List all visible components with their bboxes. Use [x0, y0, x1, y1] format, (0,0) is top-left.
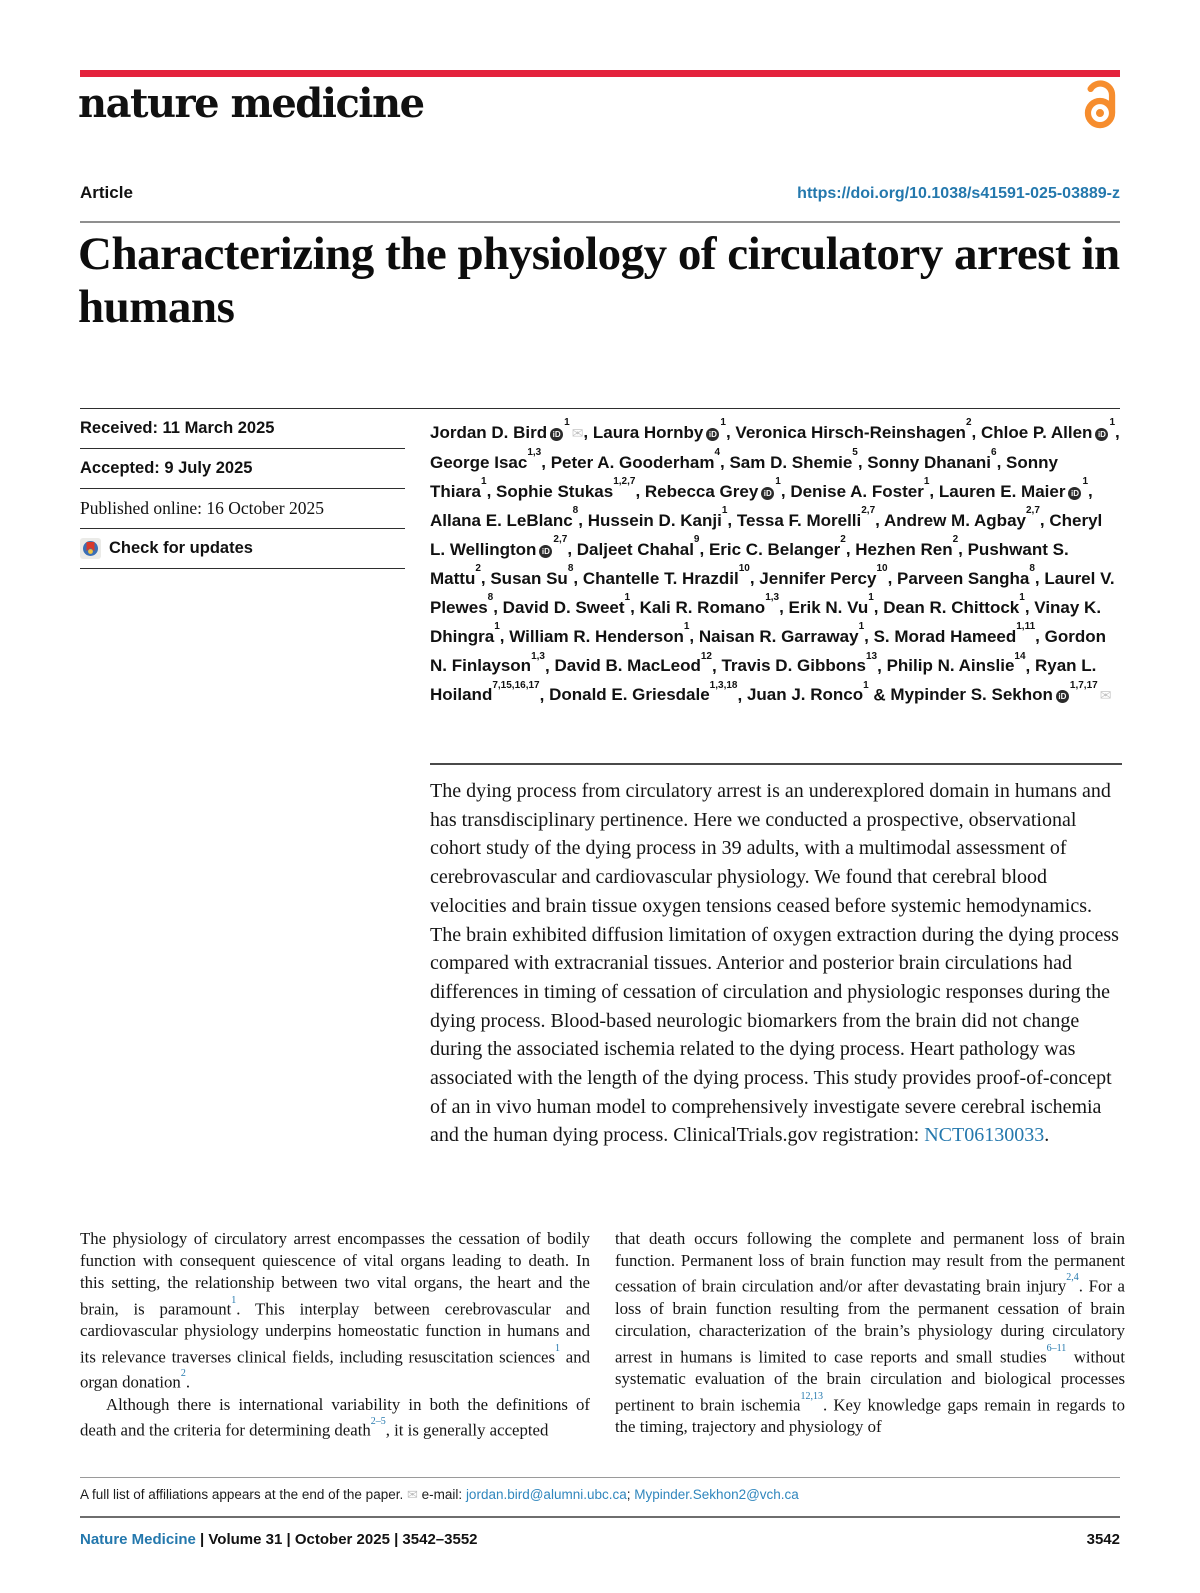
- author: Cheryl L. Wellington iD$^{2,7}$: [430, 510, 1103, 559]
- accepted-date: Accepted: 9 July 2025: [80, 449, 405, 489]
- issue-info: | Volume 31 | October 2025 | 3542–3552: [200, 1531, 478, 1548]
- affiliation-note-line: [80, 1487, 1120, 1503]
- author: Susan Su$^8$: [490, 563, 574, 588]
- author: Kali R. Romano$^{1,3}$: [639, 592, 780, 618]
- author: Daljeet Chahal$^9$: [576, 534, 700, 559]
- body-paragraph: that death occurs following the complete and permanent loss of brain function. Permanent loss of brain function may result from the permanent cessation of brain circulation and/or after devastating brain injury$^{2,4}$. For a loss of brain function resulting from the permanent cessation of brain circulation, characterization of the brain’s physiology during circulatory arrest in humans is limited to case reports and small studies$^{6-11}$ without systematic evaluation of the brain circulation and biological processes pertinent to brain ischemia$^{12,13}$. Key knowledge gaps remain in regards to the timing, trajectory and physiology of: [615, 1229, 1125, 1437]
- author: Jordan D. Bird $iD^1✉$: [430, 417, 584, 442]
- body-column-right: [615, 1228, 1125, 1442]
- envelope-icon[interactable]: ✉: [571, 424, 584, 441]
- check-for-updates-label: Check for updates: [109, 539, 253, 557]
- orcid-icon[interactable]: iD: [761, 487, 774, 500]
- received-date: Received: 11 March 2025: [80, 409, 405, 449]
- reference-superscript[interactable]: 1: [555, 1342, 561, 1354]
- author: Andrew M. Agbay$^{2,7}$: [883, 505, 1040, 530]
- email-link-2[interactable]: Mypinder.Sekhon2@vch.ca: [634, 1487, 799, 1502]
- author: Jennifer Percy$^{10}$: [759, 563, 888, 588]
- journal-citation: [80, 1531, 478, 1548]
- author: George Isac$^{1,3}$: [430, 447, 542, 472]
- orcid-icon[interactable]: iD: [706, 428, 719, 441]
- footer-thick-rule: [80, 1516, 1120, 1518]
- author: Philip N. Ainslie$^{14}$: [886, 650, 1026, 676]
- reference-superscript[interactable]: 2: [180, 1368, 186, 1380]
- author: Tessa F. Morelli$^{2,7}$: [736, 505, 876, 530]
- author: Juan J. Ronco$^1$: [746, 679, 869, 705]
- author: Sonny Dhanani$^6$: [867, 447, 997, 472]
- author: Veronica Hirsch-Reinshagen$^2$: [735, 417, 972, 442]
- registration-link[interactable]: NCT06130033: [924, 1124, 1045, 1147]
- brand-red-bar: [80, 70, 1120, 77]
- author: Pushwant S. Mattu$^2$: [430, 539, 1069, 588]
- author: Sam D. Shemie$^5$: [729, 447, 858, 472]
- email-label: e-mail:: [421, 1487, 463, 1502]
- reference-superscript[interactable]: 12,13: [800, 1390, 823, 1402]
- orcid-icon[interactable]: iD: [539, 545, 552, 558]
- article-header-row: [80, 183, 1120, 203]
- author: Donald E. Griesdale$^{1,3,18}$: [549, 679, 738, 705]
- journal-logo: nature medicine: [78, 80, 424, 127]
- author: Ryan L. Hoiland$^{7,15,16,17}$: [430, 656, 1097, 705]
- body-paragraph: Although there is international variability in both the definitions of death and the criteria for determining death$^{2-5}$, it is generally accepted: [80, 1395, 590, 1440]
- reference-superscript[interactable]: 6–11: [1046, 1342, 1067, 1354]
- author: Rebecca Grey $iD^1$: [644, 476, 781, 501]
- author-list: Jordan D. Bird $iD^1✉$, Laura Hornby $iD^1$, Veronica Hirsch-Reinshagen$^2$, Chloe P. Allen $iD^1$, George Isac$^{1,3}$, Peter A. Gooderham$^4$, Sam D. Shemie$^5$, Sonny Dhanani$^6$, Sonny Thiara$^1$, Sophie Stukas$^{1,2,7}$, Rebecca Grey $iD^1$, Denise A. Foster$^1$, Lauren E. Maier $iD^1$, Allana E. LeBlanc$^8$, Hussein D. Kanji$^1$, Tessa F. Morelli$^{2,7}$, Andrew M. Agbay$^{2,7}$, Cheryl L. Wellington iD$^{2,7}$, Daljeet Chahal$^9$, Eric C. Belanger$^2$, Hezhen Ren$^2$, Pushwant S. Mattu$^2$, Susan Su$^8$, Chantelle T. Hrazdil$^{10}$, Jennifer Percy$^{10}$, Parveen Sangha$^8$, Laurel V. Plewes$^8$, David D. Sweet$^1$, Kali R. Romano$^{1,3}$, Erik N. Vu$^1$, Dean R. Chittock$^1$, Vinay K. Dhingra$^1$, William R. Henderson$^1$, Naisan R. Garraway$^1$, S. Morad Hameed$^{1,11}$, Gordon N. Finlayson$^{1,3}$, David B. MacLeod$^{12}$, Travis D. Gibbons$^{13}$, Philip N. Ainslie$^{14}$, Ryan L. Hoiland$^{7,15,16,17}$, Donald E. Griesdale$^{1,3,18}$, Juan J. Ronco$^1$ & Mypinder S. Sekhon iD$^{1,7,17}$✉: [430, 417, 1120, 705]
- author: Sonny Thiara$^1$: [430, 452, 1058, 501]
- orcid-icon[interactable]: iD: [1056, 690, 1069, 703]
- author: Lauren E. Maier $iD^1$: [938, 476, 1089, 501]
- envelope-icon: ✉: [406, 1487, 418, 1502]
- footer-thin-rule: [80, 1477, 1120, 1478]
- envelope-icon[interactable]: ✉: [1099, 687, 1112, 704]
- author: Hezhen Ren$^2$: [855, 534, 959, 559]
- author: Chloe P. Allen $iD^1$: [980, 417, 1116, 442]
- author: Parveen Sangha$^8$: [897, 563, 1035, 588]
- author: S. Morad Hameed$^{1,11}$: [873, 621, 1036, 647]
- author: Mypinder S. Sekhon iD$^{1,7,17}$✉: [890, 679, 1112, 705]
- author: Dean R. Chittock$^1$: [883, 592, 1025, 618]
- author: Sophie Stukas$^{1,2,7}$: [496, 476, 636, 501]
- crossmark-icon: [80, 538, 101, 559]
- published-date: Published online: 16 October 2025: [80, 489, 405, 529]
- author: Eric C. Belanger$^2$: [708, 534, 846, 559]
- title-divider: [80, 221, 1120, 223]
- author: Naisan R. Garraway$^1$: [698, 621, 865, 647]
- abstract-divider: [430, 763, 1122, 765]
- orcid-icon[interactable]: iD: [550, 428, 563, 441]
- author: Laurel V. Plewes$^8$: [430, 568, 1115, 618]
- author: Vinay K. Dhingra$^1$: [430, 598, 1102, 647]
- author: Erik N. Vu$^1$: [788, 592, 874, 618]
- author: Gordon N. Finlayson$^{1,3}$: [430, 627, 1107, 676]
- email-link-1[interactable]: jordan.bird@alumni.ubc.ca: [465, 1487, 627, 1502]
- body-column-left: [80, 1228, 590, 1442]
- body-paragraph: The physiology of circulatory arrest encompasses the cessation of bodily function with consequent quiescence of vital organs leading to death. In this setting, the relationship between two vital organs, the heart and the brain, is paramount$^1$. This interplay between cerebrovascular and cardiovascular physiology underpins homeostatic function in humans and its relevance traverses clinical fields, including resuscitation sciences$^1$ and organ donation$^2$.: [80, 1229, 590, 1392]
- author: Peter A. Gooderham$^4$: [550, 447, 720, 472]
- author: Allana E. LeBlanc$^8$: [430, 505, 579, 530]
- article-type-label: Article: [80, 183, 133, 202]
- author: Denise A. Foster$^1$: [790, 476, 930, 501]
- reference-superscript[interactable]: 2–5: [370, 1416, 386, 1428]
- abstract-text: The dying process from circulatory arrest is an underexplored domain in humans and has transdisciplinary pertinence. Here we conducted a prospective, observational cohort study of the dying process in 39 adults, with a multimodal assessment of cerebrovascular and cardiovascular physiology. We found that cerebral blood velocities and brain tissue oxygen tensions ceased before systemic hemodynamics. The brain exhibited diffusion limitation of oxygen extraction during the dying process compared with extracranial tissues. Anterior and posterior brain circulations had differences in timing of cessation of circulation and physiologic responses during the dying process. Blood-based neurologic biomarkers from the brain did not change during the associated ischemia related to the dying process. Heart pathology was associated with the length of the dying process. This study provides proof-of-concept of an in vivo human model to comprehensively investigate severe cerebral ischemia and the human dying process. ClinicalTrials.gov registration: NCT06130033.: [430, 780, 1119, 1147]
- orcid-icon[interactable]: iD: [1068, 487, 1081, 500]
- author: Chantelle T. Hrazdil$^{10}$: [582, 563, 750, 588]
- orcid-icon[interactable]: iD: [1095, 428, 1108, 441]
- email-separator: ;: [626, 1487, 631, 1502]
- author: Hussein D. Kanji$^1$: [587, 505, 728, 530]
- page-number: 3542: [1086, 1531, 1120, 1548]
- doi-link[interactable]: https://doi.org/10.1038/s41591-025-03889-z: [797, 185, 1120, 202]
- body-text: [80, 1228, 1125, 1442]
- footer-journal-line: [80, 1531, 1120, 1548]
- affiliation-note: A full list of affiliations appears at the end of the paper.: [80, 1487, 404, 1502]
- check-for-updates-button[interactable]: [80, 529, 405, 569]
- open-access-icon: [1082, 80, 1118, 135]
- author: Travis D. Gibbons$^{13}$: [721, 650, 878, 676]
- reference-superscript[interactable]: 2,4: [1066, 1272, 1079, 1284]
- journal-name-link[interactable]: Nature Medicine: [80, 1531, 196, 1548]
- reference-superscript[interactable]: 1: [231, 1294, 237, 1306]
- author: Laura Hornby $iD^1$: [592, 417, 726, 442]
- author: David D. Sweet$^1$: [502, 592, 631, 618]
- page-title: Characterizing the physiology of circulatory arrest in humans: [78, 228, 1120, 334]
- author: William R. Henderson$^1$: [509, 621, 690, 647]
- author: David B. MacLeod$^{12}$: [554, 650, 712, 676]
- history-dates-block: [80, 409, 405, 569]
